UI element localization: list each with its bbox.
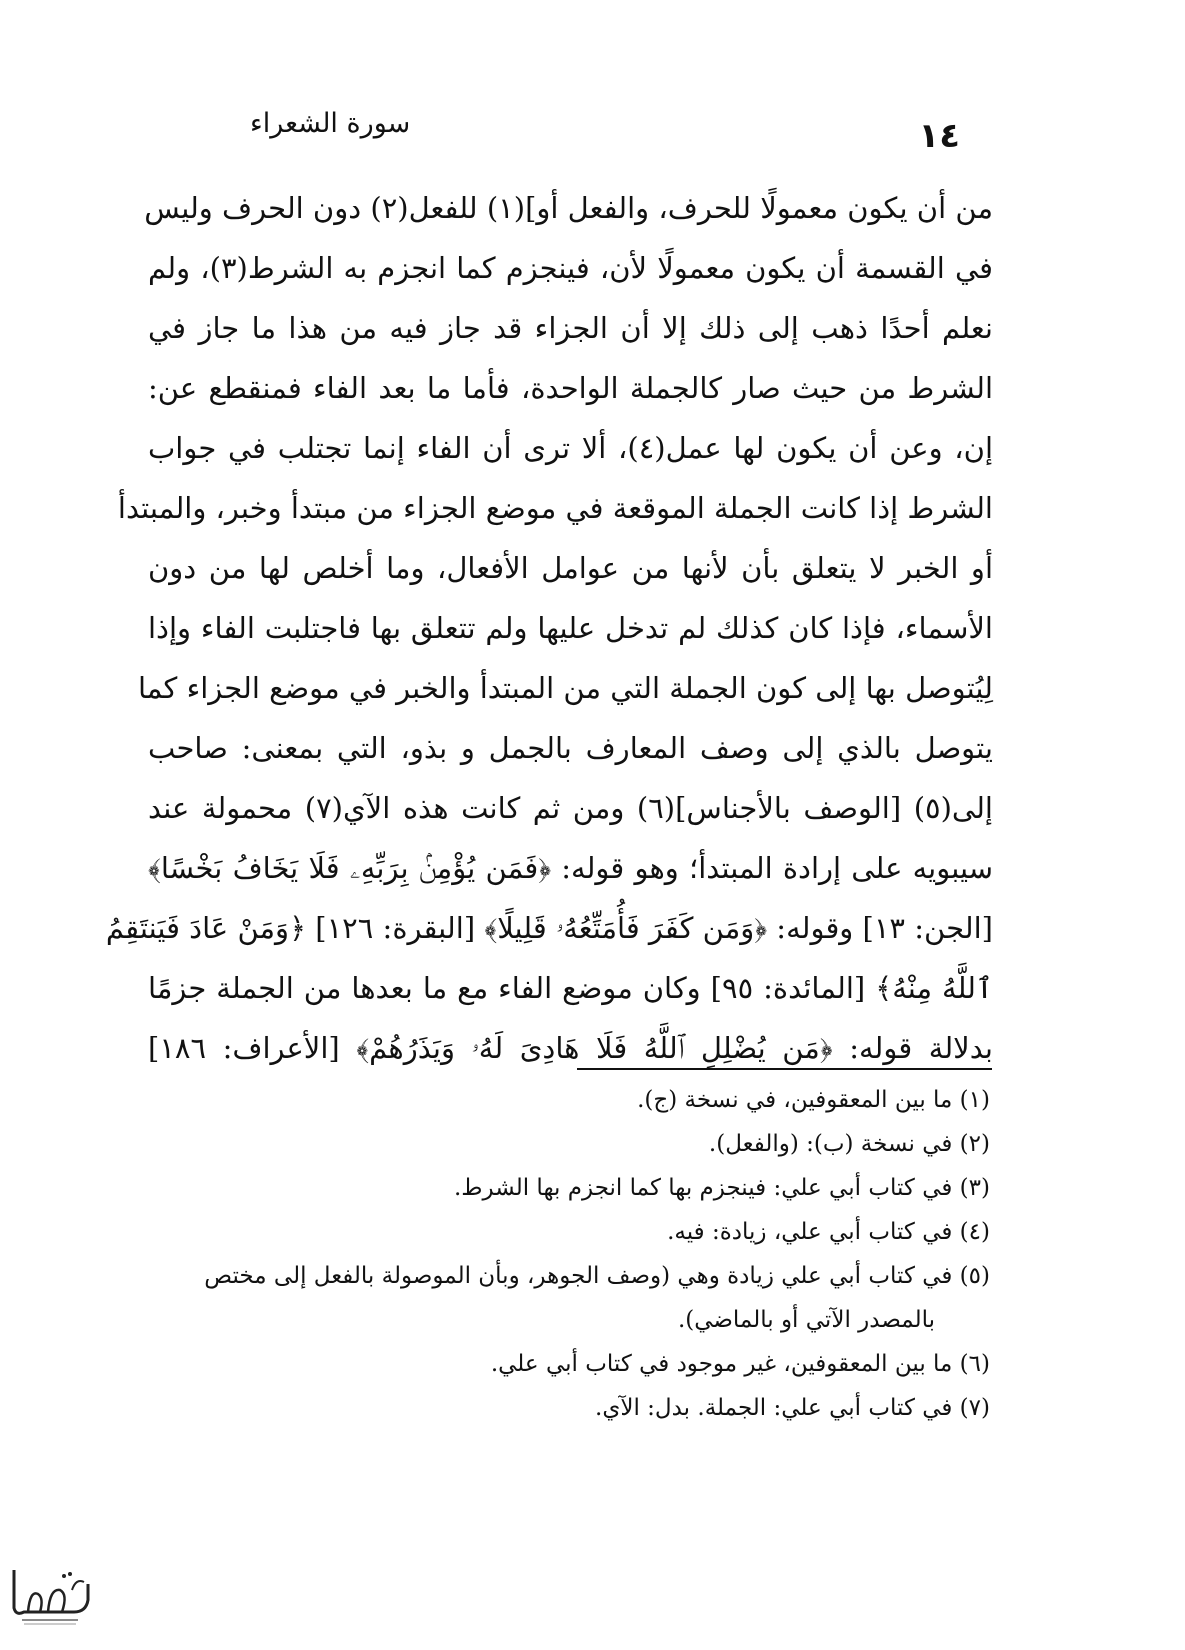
footnote-1: (١) ما بين المعقوفين، في نسخة (ج). [637,1087,990,1113]
text-line: إلى(٥) [الوصف بالأجناس](٦) ومن ثم كانت هذه الآي(٧) محمولة عند [148,791,993,825]
footnotes [140,1078,990,1430]
footnote-4: (٤) في كتاب أبي علي، زيادة: فيه. [667,1219,990,1245]
footnote-5: (٥) في كتاب أبي علي زيادة وهي (وصف الجوهر، وبأن الموصولة بالفعل إلى مختص [204,1263,990,1289]
footnote-6: (٦) ما بين المعقوفين، غير موجود في كتاب أبي علي. [490,1351,990,1377]
page-number: ١٤ [918,116,960,156]
footnote-divider [577,1068,992,1070]
text-line: أو الخبر لا يتعلق بأن لأنها من عوامل الأفعال، وما أخلص لها من دون [148,551,993,585]
text-line: في القسمة أن يكون معمولًا لأن، فينجزم كما انجزم به الشرط(٣)، ولم [148,251,993,285]
text-line: الأسماء، فإذا كان كذلك لم تدخل عليها ولم تتعلق بها فاجتلبت الفاء وإذا [148,611,993,645]
page-header [150,108,1000,168]
text-line: [الجن: ١٣] وقوله: ﴿وَمَن كَفَرَ فَأُمَتِّعُهُۥ قَلِيلًا﴾ [البقرة: ١٢٦] ﴿وَمَنْ عَادَ فَيَنتَقِمُ [105,911,993,945]
main-text [105,178,994,1078]
text-line: بدلالة قوله: ﴿مَن يُضْلِلِ ٱللَّهُ فَلَا هَادِىَ لَهُۥ وَيَذَرُهُمْ﴾ [الأعراف: ١٨٦] [148,1031,993,1065]
text-line: يتوصل بالذي إلى وصف المعارف بالجمل و بذو، التي بمعنى: صاحب [148,731,993,765]
text-line: الشرط من حيث صار كالجملة الواحدة، فأما ما بعد الفاء فمنقطع عن: [148,371,993,405]
footnote-2: (٢) في نسخة (ب): (والفعل). [708,1131,990,1157]
running-title: سورة الشعراء [250,108,411,139]
text-line: الشرط إذا كانت الجملة الموقعة في موضع الجزاء من مبتدأ وخبر، والمبتدأ [117,491,993,525]
text-line: سيبويه على إرادة المبتدأ؛ وهو قوله: ﴿فَمَن يُؤْمِنۢ بِرَبِّهِۦ فَلَا يَخَافُ بَخْسًا﴾ [148,851,993,885]
publisher-logo [4,1560,94,1630]
text-line: لِيُتوصل بها إلى كون الجملة التي من المبتدأ والخبر في موضع الجزاء كما [137,671,993,705]
text-line: إن، وعن أن يكون لها عمل(٤)، ألا ترى أن الفاء إنما تجتلب في جواب [148,431,993,465]
footnote-3: (٣) في كتاب أبي علي: فينجزم بها كما انجزم بها الشرط. [453,1175,990,1201]
calligraphy-logo-icon [4,1560,94,1630]
footnote-5-continuation: بالمصدر الآتي أو بالماضي). [677,1307,935,1333]
text-line: من أن يكون معمولًا للحرف، والفعل أو](١) للفعل(٢) دون الحرف وليس [144,191,993,225]
text-line: ٱللَّهُ مِنْهُ﴾ [المائدة: ٩٥] وكان موضع الفاء مع ما بعدها من الجملة جزمًا [148,971,994,1005]
footnote-7: (٧) في كتاب أبي علي: الجملة. بدل: الآي. [595,1395,990,1421]
text-line: نعلم أحدًا ذهب إلى ذلك إلا أن الجزاء قد جاز فيه من هذا ما جاز في [148,311,993,345]
